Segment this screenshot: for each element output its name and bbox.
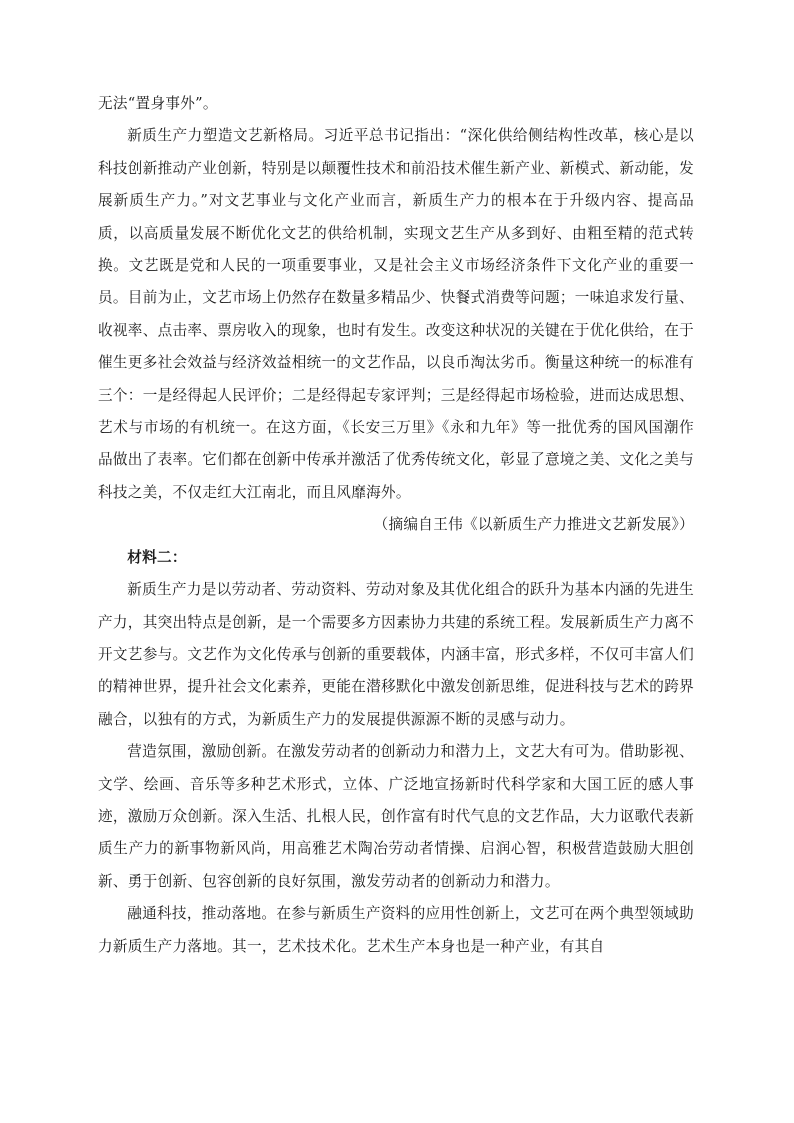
- paragraph-integrate-technology: 融通科技，推动落地。在参与新质生产资料的应用性创新上，文艺可在两个典型领域助力新质生产力落地。其一，艺术技术化。艺术生产本身也是一种产业，有其自: [98, 905, 694, 955]
- paragraph-create-atmosphere: 营造氛围，激励创新。在激发劳动者的创新动力和潜力上，文艺大有可为。借助影视、文学、绘画、音乐等多种艺术形式，立体、广泛地宣扬新时代科学家和大国工匠的感人事迹，激励万众创新。深入生活、扎根人民，创作富有时代气息的文艺作品，大力讴歌代表新质生产力的新事物新风尚，用高雅艺术陶冶劳动者情操、启润心智，积极营造鼓励大胆创新、勇于创新、包容创新的良好氛围，激发劳动者的创新动力和潜力。: [98, 743, 694, 890]
- source-citation: （摘编自王伟《以新质生产力推进文艺新发展》）: [373, 516, 694, 534]
- paragraph-continuation: 无法“置身事外”。: [98, 95, 218, 112]
- material-two-heading: 材料二：: [127, 548, 187, 566]
- paragraph-new-productivity-definition: 新质生产力是以劳动者、劳动资料、劳动对象及其优化组合的跃升为基本内涵的先进生产力，其突出特点是创新，是一个需要多方因素协力共建的系统工程。发展新质生产力离不开文艺参与。文艺作为文化传承与创新的重要载体，内涵丰富，形式多样，不仅可丰富人们的精神世界，提升社会文化素养，更能在潜移默化中激发创新思维，促进科技与艺术的跨界融合，以独有的方式，为新质生产力的发展提供源源不断的灵感与动力。: [98, 581, 694, 728]
- document-body: [98, 88, 694, 963]
- paragraph-new-productivity-art-pattern: 新质生产力塑造文艺新格局。习近平总书记指出：“深化供给侧结构性改革，核心是以科技创新推动产业创新，特别是以颠覆性技术和前沿技术催生新产业、新模式、新动能，发展新质生产力。”对文艺事业与文化产业而言，新质生产力的根本在于升级内容、提高品质，以高质量发展不断优化文艺的供给机制，实现文艺生产从多到好、由粗至精的范式转换。文艺既是党和人民的一项重要事业，又是社会主义市场经济条件下文化产业的重要一员。目前为止，文艺市场上仍然存在数量多精品少、快餐式消费等问题；一味追求发行量、收视率、点击率、票房收入的现象，也时有发生。改变这种状况的关键在于优化供给，在于催生更多社会效益与经济效益相统一的文艺作品，以良币淘汰劣币。衡量这种统一的标准有三个：一是经得起人民评价；二是经得起专家评判；三是经得起市场检验，进而达成思想、艺术与市场的有机统一。在这方面，《长安三万里》《永和九年》等一批优秀的国风国潮作品做出了表率。它们都在创新中传承并激活了优秀传统文化，彰显了意境之美、文化之美与科技之美，不仅走红大江南北，而且风靡海外。: [98, 127, 694, 501]
